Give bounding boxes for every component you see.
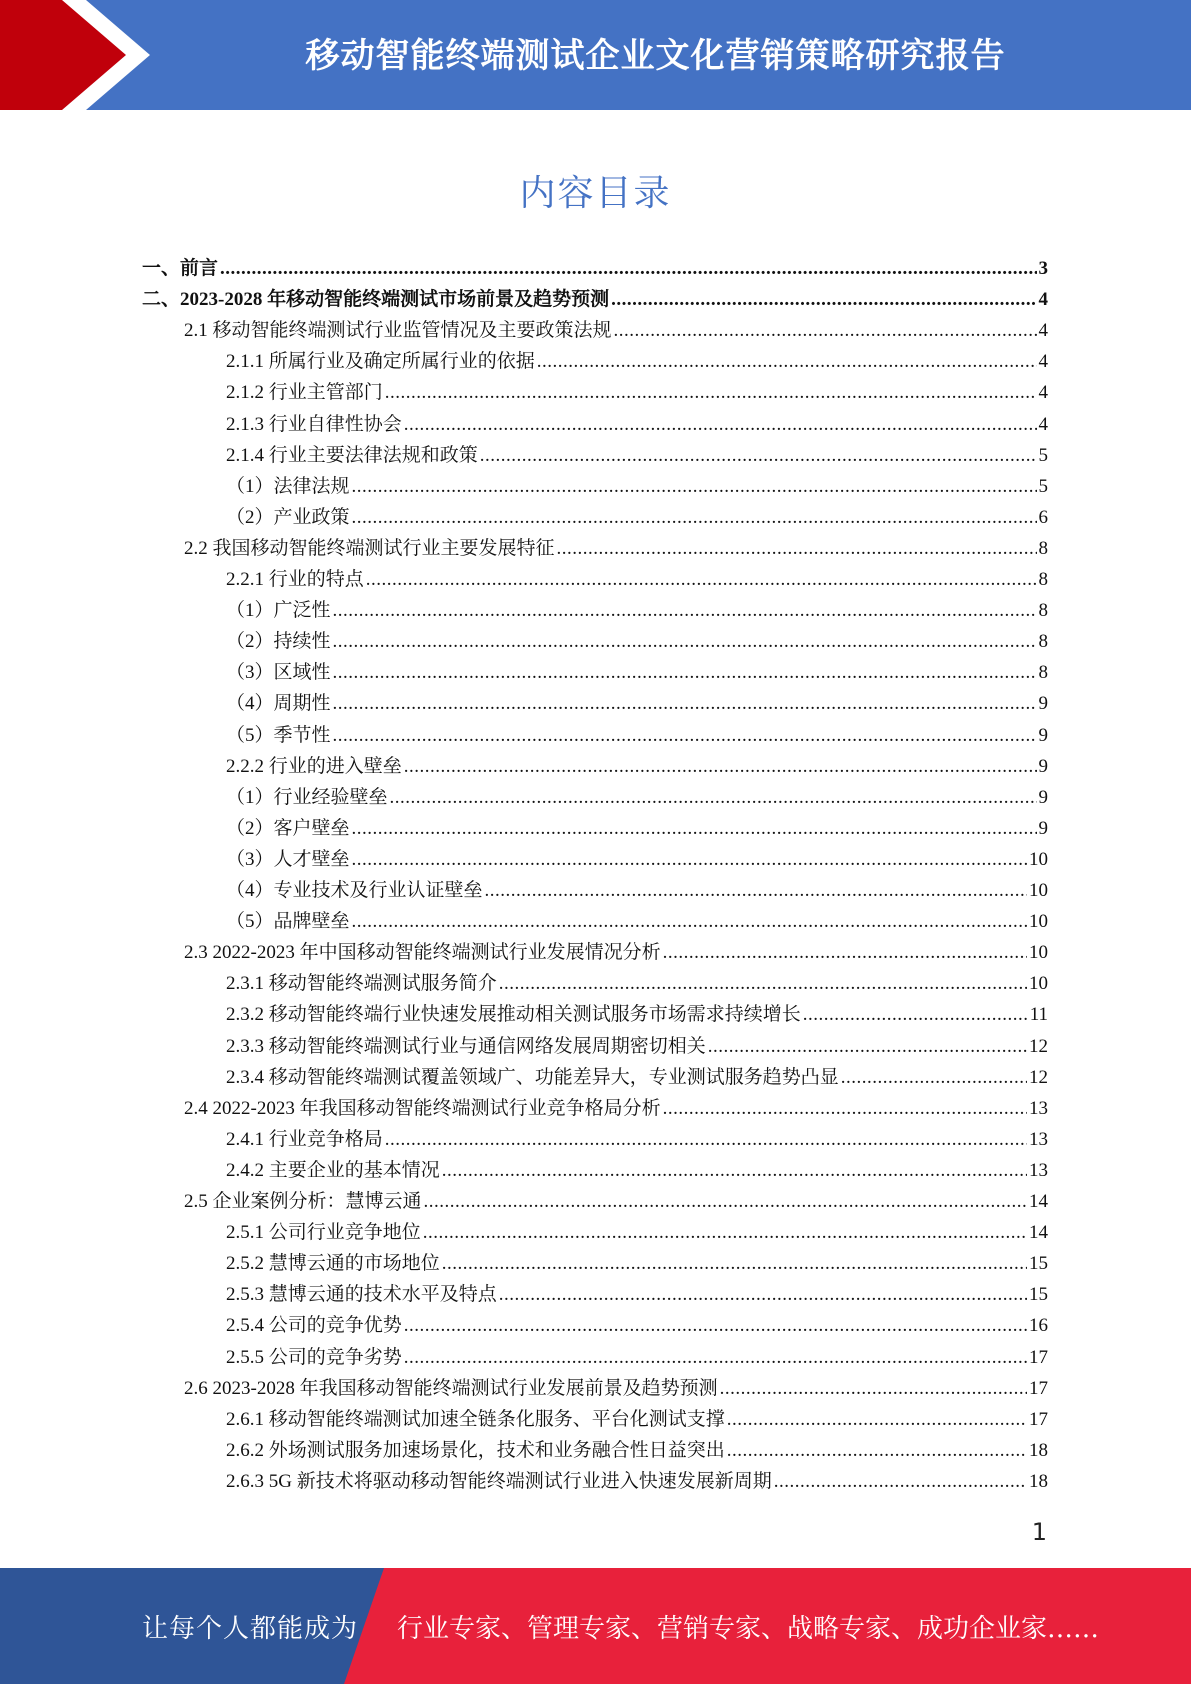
toc-entry-page: 18 — [1029, 1439, 1048, 1461]
toc-dot-leader — [499, 1279, 1027, 1310]
toc-dot-leader — [333, 688, 1037, 719]
toc-entry[interactable] — [226, 1031, 1048, 1062]
toc-entry-title: 2.3.4 移动智能终端测试覆盖领域广、功能差异大，专业测试服务趋势凸显 — [226, 1066, 839, 1088]
toc-entry-title: 2.5.2 慧博云通的市场地位 — [226, 1253, 440, 1275]
toc-entry-title: （5）品牌壁垒 — [226, 911, 350, 933]
toc-entry-title: 2.5.4 公司的竞争优势 — [226, 1315, 402, 1337]
toc-entry[interactable] — [184, 1186, 1048, 1217]
toc-dot-leader — [480, 440, 1037, 471]
toc-dot-leader — [404, 1342, 1027, 1373]
toc-entry-page: 5 — [1038, 444, 1048, 466]
toc-entry-page: 12 — [1029, 1066, 1048, 1088]
toc-entry[interactable] — [226, 844, 1048, 875]
toc-dot-leader — [720, 1373, 1027, 1404]
toc-dot-leader — [352, 844, 1027, 875]
toc-entry-title: 2.1.1 所属行业及确定所属行业的依据 — [226, 351, 535, 373]
toc-entry-title: 2.4.1 行业竞争格局 — [226, 1128, 383, 1150]
toc-dot-leader — [220, 253, 1036, 284]
toc-entry-page: 17 — [1029, 1346, 1048, 1368]
toc-entry[interactable] — [184, 533, 1048, 564]
toc-entry-title: 2.2.1 行业的特点 — [226, 569, 364, 590]
toc-entry[interactable] — [226, 813, 1048, 844]
toc-dot-leader — [499, 968, 1027, 999]
toc-dot-leader — [841, 1062, 1027, 1093]
toc-dot-leader — [537, 346, 1037, 377]
toc-entry-title: 2.5.1 公司行业竞争地位 — [226, 1222, 421, 1244]
toc-entry-page: 9 — [1038, 755, 1048, 777]
toc-dot-leader — [404, 751, 1037, 782]
toc-entry-title: （4）专业技术及行业认证壁垒 — [226, 880, 483, 901]
footer-slogan-left: 让每个人都能成为 — [142, 1613, 359, 1644]
toc-entry[interactable] — [184, 1093, 1048, 1124]
toc-entry-page: 13 — [1029, 1159, 1048, 1181]
toc-entry-title: 2.6.1 移动智能终端测试加速全链条化服务、平台化测试支撑 — [226, 1408, 725, 1430]
toc-entry-title: 2.3.1 移动智能终端测试服务简介 — [226, 973, 497, 995]
toc-entry-title: 2.4 2022-2023 年我国移动智能终端测试行业竞争格局分析 — [184, 1097, 661, 1119]
toc-entry-title: 2.1.3 行业自律性协会 — [226, 413, 402, 435]
toc-entry-page: 8 — [1038, 600, 1048, 622]
toc-entry-page: 14 — [1029, 1191, 1048, 1212]
toc-dot-leader — [385, 377, 1037, 408]
toc-entry-title: 2.6.2 外场测试服务加速场景化，技术和业务融合性日益突出 — [226, 1439, 725, 1461]
toc-entry-page: 8 — [1038, 569, 1048, 590]
toc-entry-page: 10 — [1029, 848, 1048, 870]
toc-entry-title: 2.5 企业案例分析：慧博云通 — [184, 1191, 422, 1212]
toc-entry-title: （2）持续性 — [226, 631, 331, 653]
toc-entry[interactable] — [142, 284, 1048, 315]
toc-entry-page: 9 — [1038, 724, 1048, 746]
toc-entry[interactable] — [226, 346, 1048, 377]
toc-entry-page: 10 — [1029, 973, 1048, 995]
toc-dot-leader — [663, 1093, 1027, 1124]
toc-entry[interactable] — [184, 1373, 1048, 1404]
toc-entry-page: 6 — [1038, 506, 1048, 528]
toc-entry[interactable] — [184, 315, 1048, 346]
toc-entry-title: 2.3.2 移动智能终端行业快速发展推动相关测试服务市场需求持续增长 — [226, 1004, 801, 1026]
toc-entry-title: （1）法律法规 — [226, 475, 350, 497]
toc-entry[interactable] — [226, 688, 1048, 719]
toc-entry[interactable] — [226, 595, 1048, 626]
toc-entry-title: 2.2 我国移动智能终端测试行业主要发展特征 — [184, 537, 555, 559]
toc-entry-page: 18 — [1029, 1470, 1048, 1492]
toc-entry-page: 15 — [1029, 1253, 1048, 1275]
page-number: 1 — [1031, 1518, 1047, 1546]
toc-entry[interactable] — [226, 875, 1048, 906]
toc-entry[interactable] — [226, 1310, 1048, 1341]
toc-entry-page: 13 — [1029, 1128, 1048, 1150]
toc-entry-title: （1）行业经验壁垒 — [226, 786, 388, 808]
toc-entry[interactable] — [226, 1217, 1048, 1248]
toc-entry-page: 14 — [1029, 1222, 1048, 1244]
toc-entry[interactable] — [226, 1248, 1048, 1279]
toc-entry[interactable] — [226, 720, 1048, 751]
toc-entry-title: 2.6.3 5G 新技术将驱动移动智能终端测试行业进入快速发展新周期 — [226, 1470, 772, 1492]
toc-dot-leader — [485, 875, 1027, 906]
toc-entry[interactable] — [226, 1279, 1048, 1310]
toc-dot-leader — [333, 626, 1037, 657]
toc-entry[interactable] — [184, 937, 1048, 968]
toc-entry-page: 17 — [1029, 1408, 1048, 1430]
toc-entry[interactable] — [226, 657, 1048, 688]
toc-entry-page: 4 — [1038, 382, 1048, 404]
toc-entry-page: 10 — [1029, 942, 1048, 964]
toc-entry-page: 16 — [1029, 1315, 1048, 1337]
toc-entry[interactable] — [226, 999, 1048, 1030]
toc-entry-title: （3）人才壁垒 — [226, 848, 350, 870]
toc-entry-title: （1）广泛性 — [226, 600, 331, 622]
toc-entry-page: 4 — [1038, 320, 1048, 342]
toc-dot-leader — [803, 999, 1028, 1030]
toc-entry-title: 2.1.2 行业主管部门 — [226, 382, 383, 404]
toc-entry-title: 2.3.3 移动智能终端测试行业与通信网络发展周期密切相关 — [226, 1035, 706, 1057]
toc-entry[interactable] — [226, 1124, 1048, 1155]
toc-entry[interactable] — [226, 906, 1048, 937]
toc-entry-title: （3）区域性 — [226, 662, 331, 684]
toc-entry-title: 2.5.5 公司的竞争劣势 — [226, 1346, 402, 1368]
toc-entry-page: 9 — [1038, 817, 1048, 839]
toc-dot-leader — [404, 1310, 1027, 1341]
toc-entry-title: （4）周期性 — [226, 693, 331, 715]
toc-entry-title: （2）客户壁垒 — [226, 817, 350, 839]
toc-entry-page: 9 — [1038, 693, 1048, 715]
toc-dot-leader — [333, 720, 1037, 751]
toc-dot-leader — [385, 1124, 1027, 1155]
toc-entry[interactable] — [226, 471, 1048, 502]
toc-dot-leader — [442, 1248, 1027, 1279]
toc-entry-page: 15 — [1029, 1284, 1048, 1306]
toc-dot-leader — [366, 564, 1037, 595]
toc-entry-page: 12 — [1029, 1035, 1048, 1057]
toc-dot-leader — [708, 1031, 1027, 1062]
toc-dot-leader — [663, 937, 1027, 968]
toc-entry-page: 8 — [1038, 537, 1048, 559]
toc-entry[interactable] — [226, 409, 1048, 440]
toc-entry-title: （5）季节性 — [226, 724, 331, 746]
toc-entry[interactable] — [226, 1404, 1048, 1435]
toc-dot-leader — [727, 1404, 1027, 1435]
toc-entry[interactable] — [226, 502, 1048, 533]
toc-entry-page: 4 — [1038, 413, 1048, 435]
toc-dot-leader — [611, 284, 1036, 315]
toc-dot-leader — [352, 471, 1037, 502]
toc-dot-leader — [614, 315, 1037, 346]
toc-entry-page: 17 — [1029, 1377, 1048, 1399]
toc-entry-title: （2）产业政策 — [226, 506, 350, 528]
footer-banner — [0, 1568, 1191, 1684]
toc-dot-leader — [727, 1435, 1027, 1466]
toc-entry-title: 2.3 2022-2023 年中国移动智能终端测试行业发展情况分析 — [184, 942, 661, 964]
toc-entry-title: 2.4.2 主要企业的基本情况 — [226, 1159, 440, 1181]
toc-entry[interactable] — [226, 1062, 1048, 1093]
toc-entry[interactable] — [226, 1342, 1048, 1373]
toc-entry[interactable] — [226, 968, 1048, 999]
toc-entry-title: 2.1.4 行业主要法律法规和政策 — [226, 444, 478, 466]
toc-entry[interactable] — [226, 782, 1048, 813]
toc-entry[interactable] — [226, 751, 1048, 782]
toc-dot-leader — [352, 906, 1027, 937]
toc-dot-leader — [390, 782, 1037, 813]
toc-entry-title: 2.6 2023-2028 年我国移动智能终端测试行业发展前景及趋势预测 — [184, 1377, 718, 1399]
toc-entry[interactable] — [226, 626, 1048, 657]
toc-entry-page: 4 — [1038, 289, 1048, 311]
toc-entry-page: 13 — [1029, 1097, 1048, 1119]
toc-dot-leader — [352, 502, 1037, 533]
toc-dot-leader — [442, 1155, 1027, 1186]
toc-entry[interactable] — [226, 377, 1048, 408]
toc-dot-leader — [352, 813, 1037, 844]
toc-dot-leader — [774, 1466, 1027, 1497]
toc-entry-page: 4 — [1038, 351, 1048, 373]
toc-dot-leader — [333, 595, 1037, 626]
footer-slogan-right: 行业专家、管理专家、营销专家、战略专家、成功企业家…… — [397, 1613, 1100, 1644]
toc-entry-title: 一、前言 — [142, 258, 219, 279]
toc-entry[interactable] — [226, 440, 1048, 471]
toc-entry-page: 8 — [1038, 631, 1048, 653]
toc-entry-title: 2.2.2 行业的进入壁垒 — [226, 755, 402, 777]
toc-dot-leader — [404, 409, 1037, 440]
toc-dot-leader — [557, 533, 1037, 564]
toc-entry-page: 9 — [1038, 786, 1048, 808]
toc-entry-page: 11 — [1029, 1004, 1048, 1026]
toc-dot-leader — [423, 1217, 1027, 1248]
toc-entry-page: 5 — [1038, 475, 1048, 497]
toc-heading: 内容目录 — [519, 173, 672, 214]
header-banner — [0, 0, 1191, 110]
toc-dot-leader — [424, 1186, 1027, 1217]
toc-entry[interactable] — [226, 1155, 1048, 1186]
toc-entry-page: 3 — [1038, 258, 1048, 279]
toc-entry[interactable] — [226, 1435, 1048, 1466]
toc-entry[interactable] — [142, 253, 1048, 284]
toc-dot-leader — [333, 657, 1037, 688]
toc-entry-title: 二、2023-2028 年移动智能终端测试市场前景及趋势预测 — [142, 289, 610, 311]
toc-entry-title: 2.1 移动智能终端测试行业监管情况及主要政策法规 — [184, 320, 612, 342]
toc-entry[interactable] — [226, 1466, 1048, 1497]
report-title: 移动智能终端测试企业文化营销策略研究报告 — [305, 35, 1006, 76]
toc-entry-page: 10 — [1029, 880, 1048, 901]
toc-entry-page: 10 — [1029, 911, 1048, 933]
toc-entry[interactable] — [226, 564, 1048, 595]
toc-entry-page: 8 — [1038, 662, 1048, 684]
toc-entry-title: 2.5.3 慧博云通的技术水平及特点 — [226, 1284, 497, 1306]
